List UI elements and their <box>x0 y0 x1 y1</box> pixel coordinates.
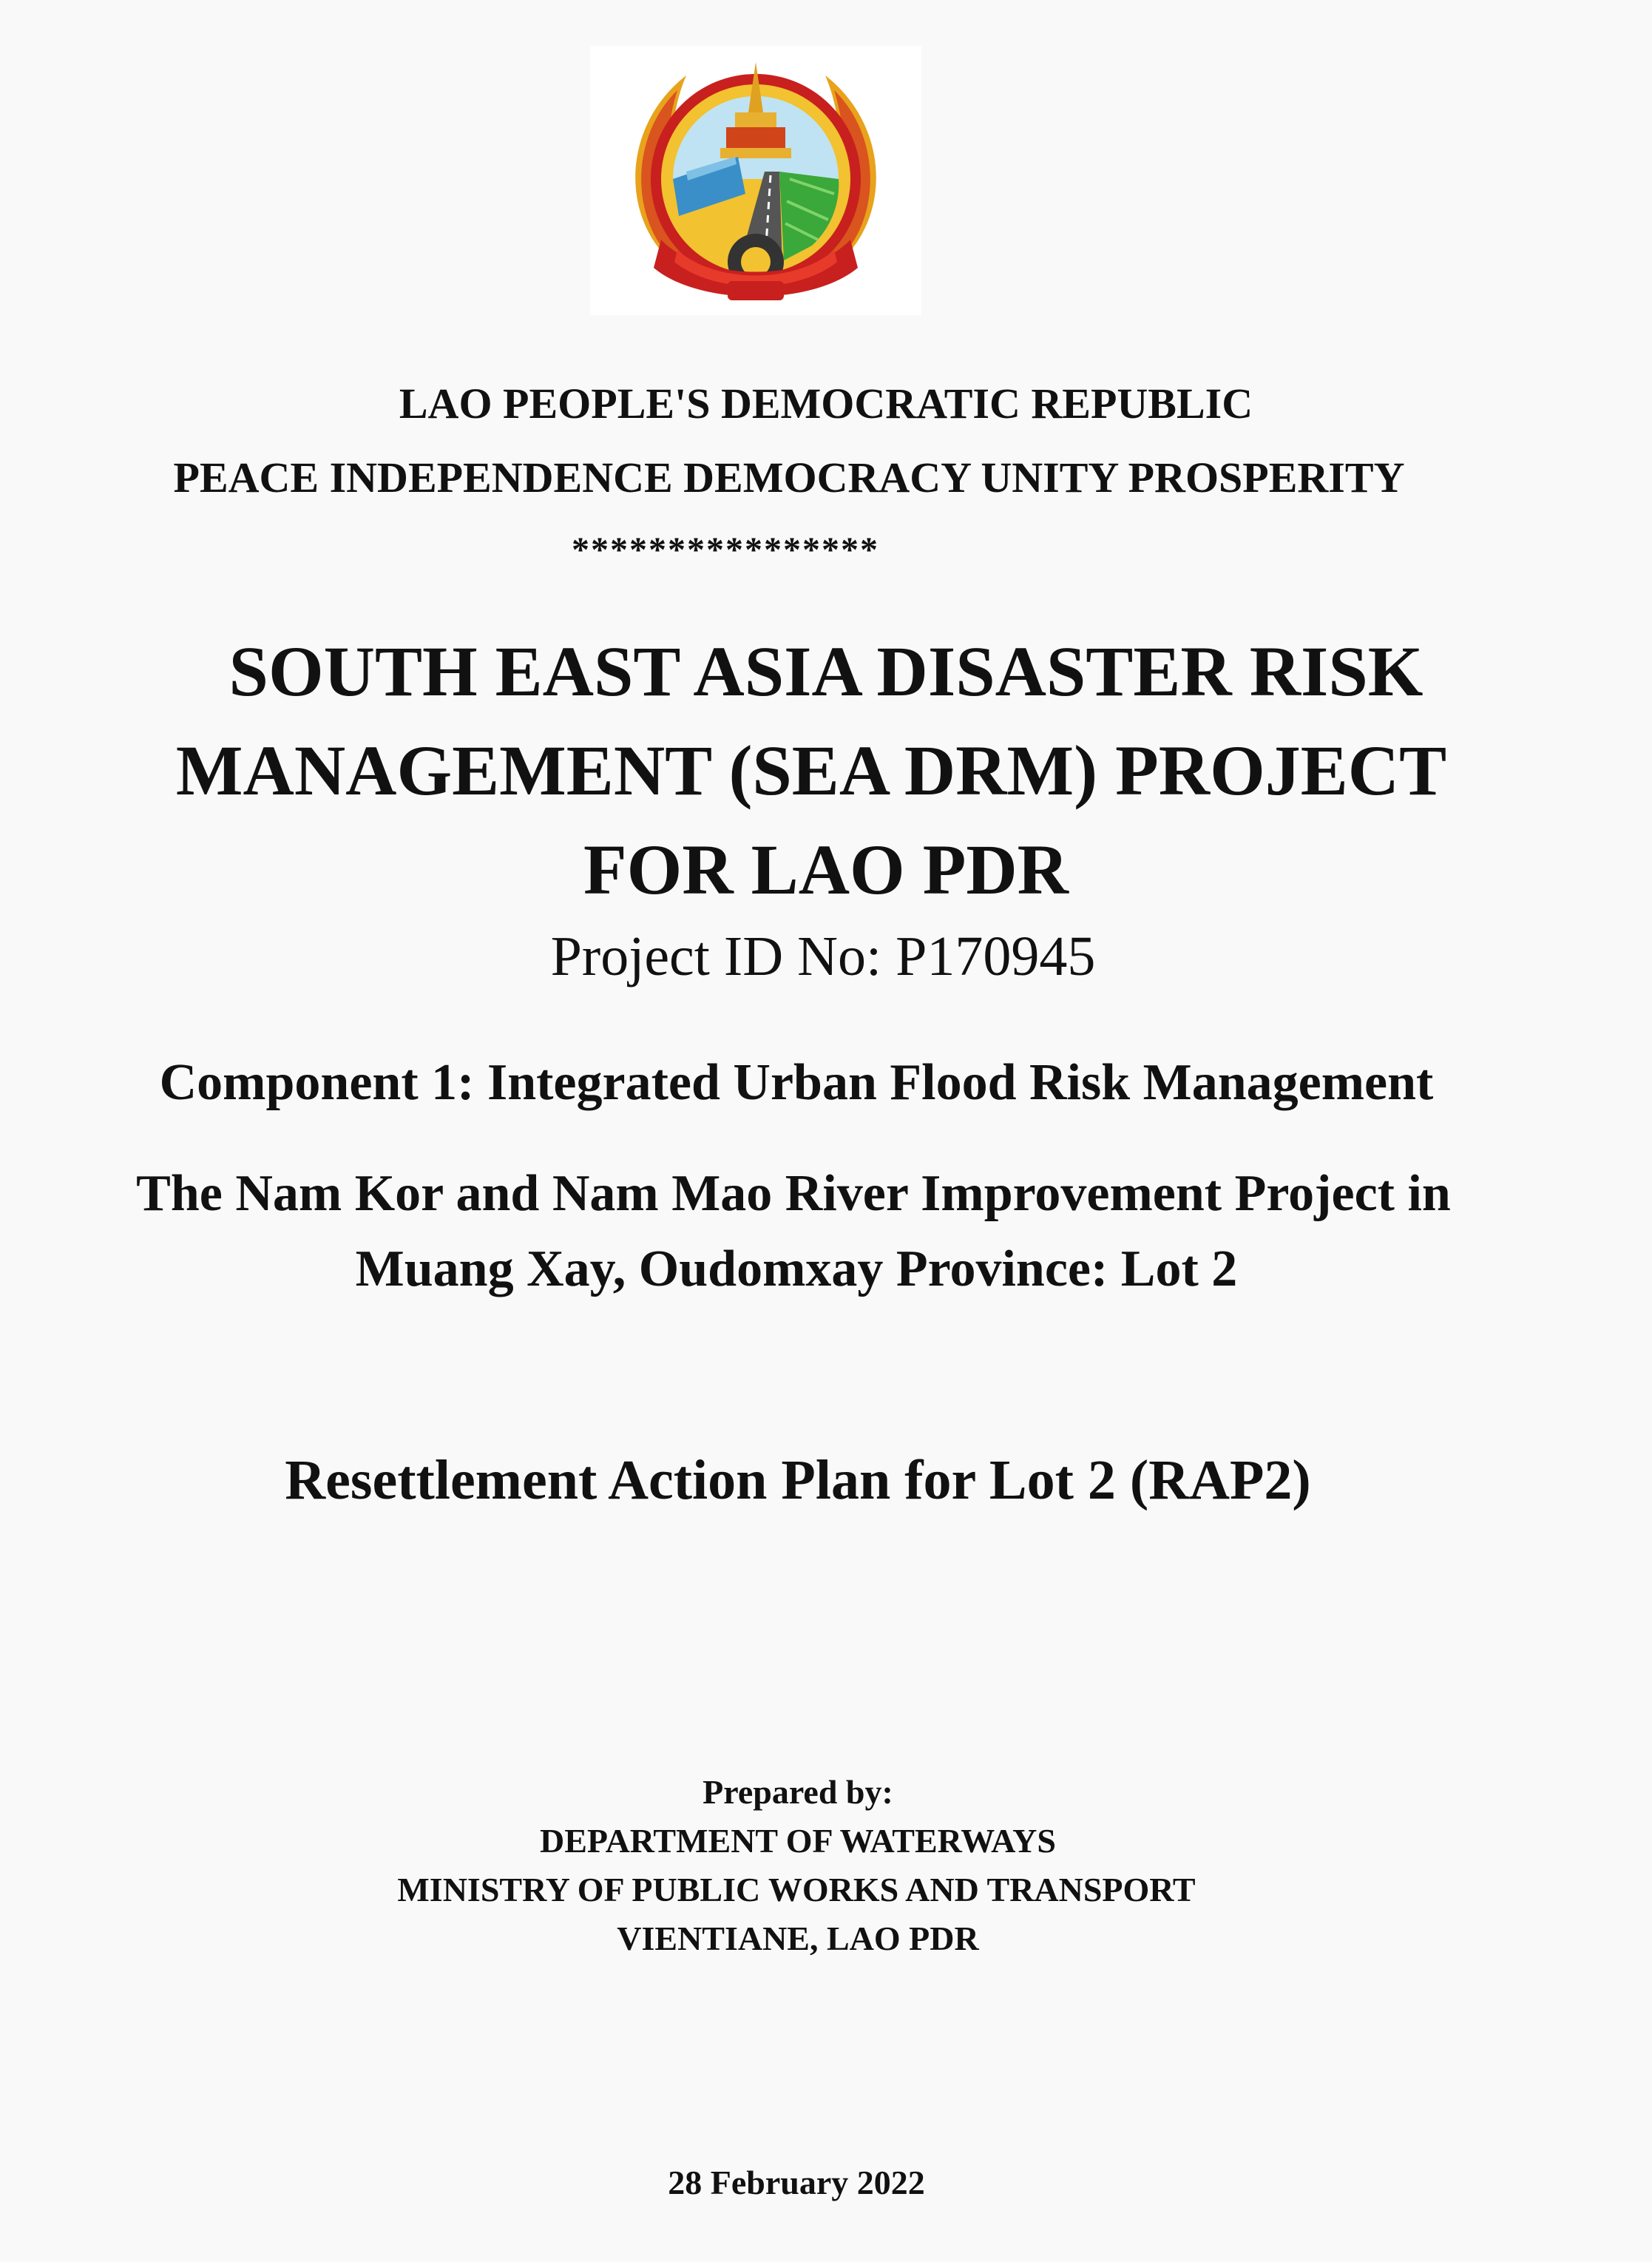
country-name: LAO PEOPLE'S DEMOCRATIC REPUBLIC <box>399 379 1253 428</box>
prepared-ministry: MINISTRY OF PUBLIC WORKS AND TRANSPORT <box>397 1871 1196 1908</box>
title-line-1: SOUTH EAST ASIA DISASTER RISK <box>228 632 1424 711</box>
national-motto: PEACE INDEPENDENCE DEMOCRACY UNITY PROSPERITY <box>173 453 1405 502</box>
prepared-department: DEPARTMENT OF WATERWAYS <box>540 1822 1056 1860</box>
lao-national-emblem-icon <box>590 46 921 315</box>
subproject-line-2: Muang Xay, Oudomxay Province: Lot 2 <box>355 1240 1238 1297</box>
subproject-line-1: The Nam Kor and Nam Mao River Improvement Project in <box>136 1165 1451 1222</box>
prepared-by-label: Prepared by: <box>703 1773 893 1811</box>
separator-stars: **************** <box>572 530 879 570</box>
national-emblem <box>590 46 921 315</box>
title-line-3: FOR LAO PDR <box>583 830 1069 909</box>
prepared-location: VIENTIANE, LAO PDR <box>617 1920 979 1957</box>
document-title: Resettlement Action Plan for Lot 2 (RAP2) <box>285 1449 1311 1511</box>
document-date: 28 February 2022 <box>668 2164 925 2201</box>
title-line-2: MANAGEMENT (SEA DRM) PROJECT <box>175 731 1447 810</box>
project-id: Project ID No: P170945 <box>550 925 1096 987</box>
component-heading: Component 1: Integrated Urban Flood Risk Management <box>159 1054 1434 1111</box>
